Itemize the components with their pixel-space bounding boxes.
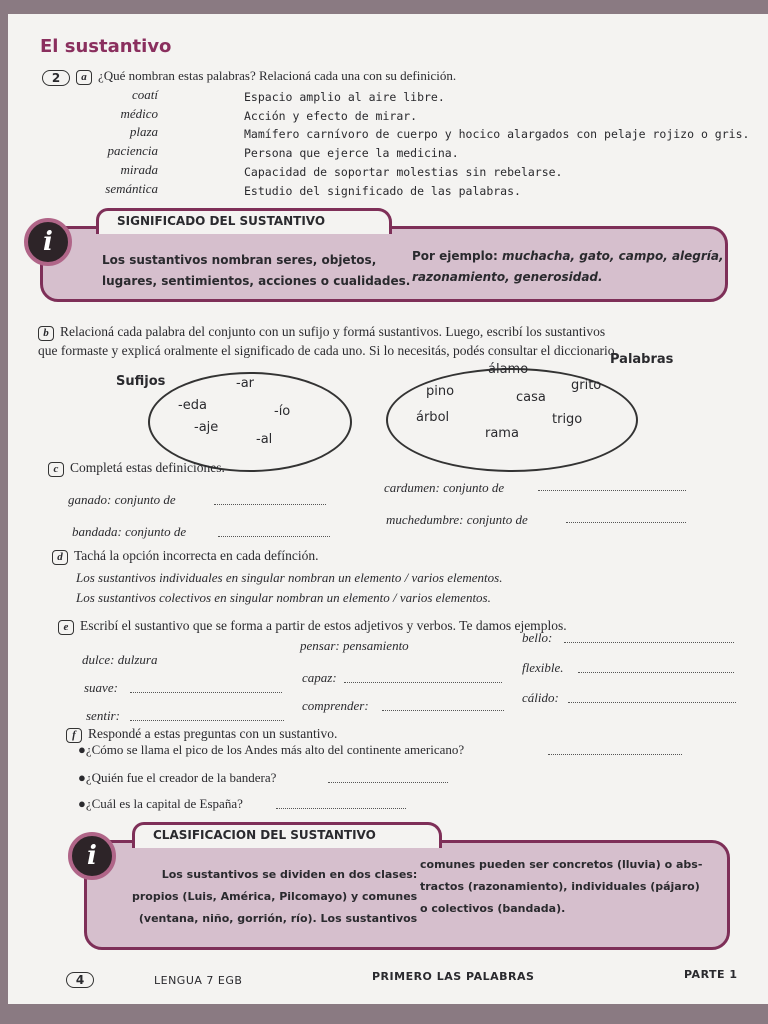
answer-blank[interactable] xyxy=(568,702,736,703)
info-line: lugares, sentimientos, acciones o cualidades. xyxy=(102,274,411,288)
word-item: médico xyxy=(120,105,158,121)
workbook-page xyxy=(8,14,768,1004)
word-prompt: capaz: xyxy=(302,670,337,685)
definition-item: Estudio del significado de las palabras. xyxy=(244,183,521,198)
example-item: dulce: dulzura xyxy=(82,652,158,667)
answer-blank[interactable] xyxy=(130,720,284,721)
statement-line[interactable]: Los sustantivos colectivos en singular nombran un elemento / varios elementos. xyxy=(76,590,491,605)
answer-blank[interactable] xyxy=(578,672,734,673)
info-box-heading: CLASIFICACION DEL SUSTANTIVO xyxy=(132,822,442,848)
info-line: Los sustantivos se dividen en dos clases: xyxy=(161,868,418,881)
bullet-icon: ● xyxy=(78,796,86,811)
info-icon: i xyxy=(68,832,116,880)
answer-blank[interactable] xyxy=(548,754,682,755)
exercise-f-prompt xyxy=(66,726,337,743)
answer-blank[interactable] xyxy=(328,782,448,783)
question-item xyxy=(78,742,464,758)
question-text: ¿Quién fue el creador de la bandera? xyxy=(85,770,277,785)
definition-item: Espacio amplio al aire libre. xyxy=(244,90,445,104)
prompt-text: Escribí el sustantivo que se forma a partir de estos adjetivos y verbos. Te damos ejemplos. xyxy=(80,618,567,633)
word-item: casa xyxy=(516,390,546,405)
word-prompt: bello: xyxy=(522,630,553,645)
info-box-right-text xyxy=(420,854,702,920)
bullet-icon: ● xyxy=(78,770,86,785)
definition-prompt: muchedumbre: conjunto de xyxy=(386,512,528,527)
question-item xyxy=(78,796,243,812)
item-letter: f xyxy=(66,728,82,743)
prompt-text: Respondé a estas preguntas con un sustantivo. xyxy=(88,726,338,741)
page-number: 4 xyxy=(66,972,94,988)
exercise-number: 2 xyxy=(42,70,70,86)
words-label: Palabras xyxy=(610,352,674,367)
word-prompt: flexible. xyxy=(522,660,564,675)
example-item: pensar: pensamiento xyxy=(300,638,409,653)
word-item: plaza xyxy=(129,124,158,140)
answer-blank[interactable] xyxy=(382,710,504,711)
suffix-item: -aje xyxy=(194,420,219,435)
info-line: tractos (razonamiento), individuales (pájaro) xyxy=(420,880,700,893)
word-item: trigo xyxy=(552,412,583,427)
info-line: Los sustantivos nombran seres, objetos, xyxy=(102,253,377,267)
item-letter: b xyxy=(38,326,54,341)
word-prompt: suave: xyxy=(84,680,118,695)
definition-item: Mamífero carnívoro de cuerpo y hocico alargados con pelaje rojizo o gris. xyxy=(244,127,750,142)
prompt-text: Relacioná cada palabra del conjunto con un sufijo y formá sustantivos. Luego, escribí los sustantivos xyxy=(60,324,606,339)
word-prompt: cálido: xyxy=(522,690,559,705)
word-prompt: sentir: xyxy=(86,708,120,723)
word-item: álamo xyxy=(488,362,529,377)
word-item: grito xyxy=(571,378,602,393)
suffix-item: -al xyxy=(256,432,273,447)
info-example-label: Por ejemplo: xyxy=(412,249,498,263)
word-item: coatí xyxy=(132,87,158,102)
answer-blank[interactable] xyxy=(218,536,330,537)
word-item: rama xyxy=(485,426,519,441)
item-letter: e xyxy=(58,620,74,635)
answer-blank[interactable] xyxy=(564,642,734,643)
suffixes-label: Sufijos xyxy=(116,374,166,389)
info-line: propios (Luis, América, Pilcomayo) y comunes xyxy=(132,890,418,903)
footer-center: PRIMERO LAS PALABRAS xyxy=(372,970,535,983)
info-line: comunes pueden ser concretos (lluvia) o abs- xyxy=(420,858,703,871)
info-example-text: razonamiento, generosidad. xyxy=(412,270,603,284)
suffix-item: -ar xyxy=(236,376,255,391)
prompt-text: Completá estas definiciones. xyxy=(70,460,225,475)
question-text: ¿Cuál es la capital de España? xyxy=(85,796,243,811)
answer-blank[interactable] xyxy=(538,490,686,491)
question-item xyxy=(78,770,276,786)
info-line: o colectivos (bandada). xyxy=(420,902,566,915)
info-box-heading: SIGNIFICADO DEL SUSTANTIVO xyxy=(96,208,392,234)
word-prompt: comprender: xyxy=(302,698,369,713)
footer-right: PARTE 1 xyxy=(684,968,738,981)
exercise-a-prompt xyxy=(76,68,456,85)
exercise-b-prompt xyxy=(38,322,618,360)
word-item: semántica xyxy=(105,180,158,196)
suffix-item: -ío xyxy=(274,404,291,419)
definition-item: Acción y efecto de mirar. xyxy=(244,108,418,123)
answer-blank[interactable] xyxy=(344,682,502,683)
item-letter: c xyxy=(48,462,64,477)
exercise-d-statements xyxy=(76,568,502,608)
question-text: ¿Cómo se llama el pico de los Andes más alto del continente americano? xyxy=(85,742,465,757)
info-box-left-text xyxy=(132,864,417,930)
suffix-item: -eda xyxy=(178,398,207,413)
info-example-text: muchacha, gato, campo, alegría, xyxy=(497,249,724,263)
answer-blank[interactable] xyxy=(276,808,406,809)
answer-blank[interactable] xyxy=(566,522,686,523)
item-letter: a xyxy=(76,70,92,85)
word-item: paciencia xyxy=(107,143,158,159)
definition-prompt: cardumen: conjunto de xyxy=(384,480,505,495)
word-item: pino xyxy=(426,384,455,399)
prompt-text: que formaste y explicá oralmente el significado de cada uno. Si lo necesitás, podés consultar el diccionario. xyxy=(38,343,618,358)
answer-blank[interactable] xyxy=(214,504,326,505)
footer-left: LENGUA 7 EGB xyxy=(154,974,243,987)
definition-prompt: ganado: conjunto de xyxy=(68,492,176,507)
prompt-text: Tachá la opción incorrecta en cada defínción. xyxy=(74,548,319,563)
prompt-text: ¿Qué nombran estas palabras? Relacioná cada una con su definición. xyxy=(98,68,457,83)
definition-item: Capacidad de soportar molestias sin rebelarse. xyxy=(244,164,563,179)
word-item: árbol xyxy=(416,410,450,425)
exercise-d-prompt xyxy=(52,548,319,565)
definition-list xyxy=(244,88,749,200)
bullet-icon: ● xyxy=(78,742,86,757)
exercise-e-prompt xyxy=(58,618,567,635)
statement-line[interactable]: Los sustantivos individuales en singular nombran un elemento / varios elementos. xyxy=(76,570,503,585)
word-item: mirada xyxy=(120,161,158,177)
info-box-right-text xyxy=(412,246,724,288)
info-box-left-text xyxy=(102,250,410,292)
definition-item: Persona que ejerce la medicina. xyxy=(244,146,459,161)
item-letter: d xyxy=(52,550,68,565)
info-line: (ventana, niño, gorrión, río). Los sustantivos xyxy=(138,912,418,925)
page-title: El sustantivo xyxy=(40,36,172,57)
exercise-c-prompt xyxy=(48,460,225,477)
answer-blank[interactable] xyxy=(130,692,282,693)
word-list xyxy=(8,86,158,198)
definition-prompt: bandada: conjunto de xyxy=(72,524,187,539)
info-icon: i xyxy=(24,218,72,266)
